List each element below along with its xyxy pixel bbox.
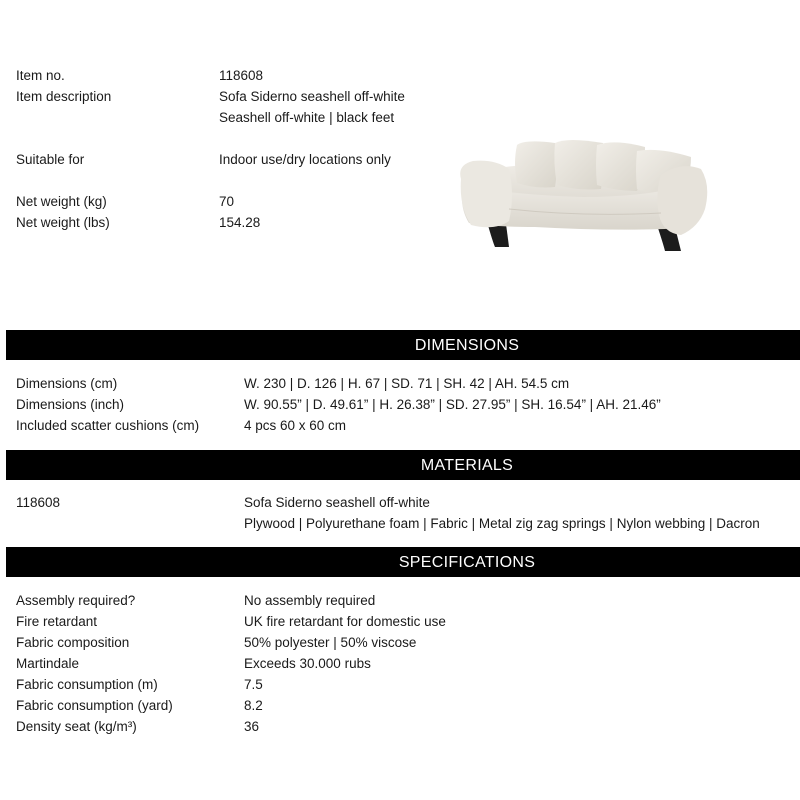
- suitable-for-label: Suitable for: [16, 152, 85, 167]
- item-no-label: Item no.: [16, 68, 65, 83]
- materials-code: 118608: [16, 495, 61, 510]
- item-description-value-2: Seashell off-white | black feet: [219, 110, 395, 125]
- spec-label: Fire retardant: [16, 614, 98, 629]
- item-description-label: Item description: [16, 89, 112, 104]
- suitable-for-value: Indoor use/dry locations only: [219, 152, 391, 167]
- spec-label: Fabric composition: [16, 635, 130, 650]
- materials-heading: MATERIALS: [420, 457, 514, 474]
- net-weight-kg-value: 70: [219, 194, 235, 209]
- item-no-value: 118608: [219, 68, 264, 83]
- spec-value: 50% polyester | 50% viscose: [244, 635, 417, 650]
- specifications-heading: SPECIFICATIONS: [398, 554, 536, 571]
- spec-value: 36: [244, 719, 260, 734]
- materials-header: [6, 450, 800, 480]
- spec-label: Assembly required?: [16, 593, 136, 608]
- spec-label: Fabric consumption (yard): [16, 698, 173, 713]
- specifications-header: [6, 547, 800, 577]
- net-weight-lbs-value: 154.28: [219, 215, 261, 230]
- dimensions-cm-value: W. 230 | D. 126 | H. 67 | SD. 71 | SH. 42 | AH. 54.5 cm: [244, 376, 570, 391]
- scatter-cushions-label: Included scatter cushions (cm): [16, 418, 200, 433]
- spec-label: Fabric consumption (m): [16, 677, 158, 692]
- spec-value: Exceeds 30.000 rubs: [244, 656, 371, 671]
- materials-product-name: Sofa Siderno seashell off-white: [244, 495, 430, 510]
- spec-label: Martindale: [16, 656, 80, 671]
- sofa-image: [455, 135, 710, 260]
- materials-list: Plywood | Polyurethane foam | Fabric | Metal zig zag springs | Nylon webbing | Dacron: [244, 516, 760, 531]
- dimensions-cm-label: Dimensions (cm): [16, 376, 118, 391]
- dimensions-header: [6, 330, 800, 360]
- dimensions-inch-label: Dimensions (inch): [16, 397, 125, 412]
- dimensions-heading: DIMENSIONS: [414, 337, 520, 354]
- item-description-value: Sofa Siderno seashell off-white: [219, 89, 405, 104]
- spec-value: 7.5: [244, 677, 263, 692]
- net-weight-lbs-label: Net weight (lbs): [16, 215, 110, 230]
- scatter-cushions-value: 4 pcs 60 x 60 cm: [244, 418, 347, 433]
- net-weight-kg-label: Net weight (kg): [16, 194, 107, 209]
- spec-label: Density seat (kg/m³): [16, 719, 137, 734]
- spec-value: No assembly required: [244, 593, 376, 608]
- dimensions-inch-value: W. 90.55” | D. 49.61” | H. 26.38” | SD. 27.95” | SH. 16.54” | AH. 21.46”: [244, 397, 661, 412]
- spec-value: UK fire retardant for domestic use: [244, 614, 446, 629]
- spec-value: 8.2: [244, 698, 263, 713]
